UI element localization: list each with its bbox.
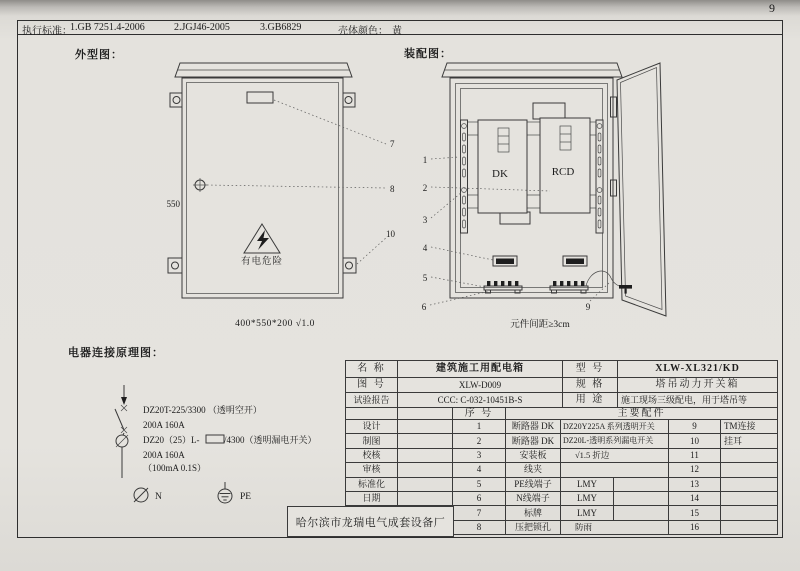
page-number: 9	[769, 1, 775, 15]
spec-value: 塔吊动力开关箱	[618, 378, 778, 393]
part-desc: √1.5 折边	[561, 448, 669, 462]
figure-label: 图 号	[346, 378, 398, 393]
dk-label: DK	[492, 168, 508, 180]
neutral-label: N	[155, 492, 162, 502]
schematic-line-1: DZ20T-225/3300 （透明空开）	[143, 405, 262, 415]
cabinet-door-open	[617, 63, 666, 316]
sign-label: 标准化	[346, 477, 398, 491]
schematic-line-4: 200A 160A	[143, 450, 185, 460]
name-value: 建筑施工用配电箱	[398, 361, 563, 378]
table-row	[346, 491, 778, 505]
part-desc: 防雨	[561, 520, 669, 534]
test-report-value: CCC: C-032-10451B-S	[398, 393, 563, 408]
standard-1: 1.GB 7251.4-2006	[70, 21, 145, 33]
empty-cell	[614, 491, 669, 505]
breaker-dk	[478, 120, 527, 213]
part-no: 6	[453, 491, 506, 505]
part-name: N线端子	[506, 491, 561, 505]
sign-label: 设计	[346, 420, 398, 434]
callout-9: 9	[585, 302, 591, 312]
main-parts-header: 主要配件	[506, 408, 778, 420]
part-desc: DZ20Y225A 系列透明开关	[561, 420, 669, 434]
assembly-drawing-title: 装配图：	[404, 48, 452, 60]
part-no2: 13	[669, 477, 721, 491]
manufacturer-name: 哈尔滨市龙瑞电气成套设备厂	[287, 506, 454, 537]
part-desc2	[721, 448, 778, 462]
schematic-line-5: （100mA 0.1S）	[143, 463, 207, 473]
shell-color-value: 黄	[392, 25, 402, 37]
height-dimension: 550	[166, 199, 180, 209]
part-no2: 10	[669, 434, 721, 448]
part-name: 线夹	[506, 463, 561, 477]
sign-field	[398, 420, 453, 434]
part-no: 5	[453, 477, 506, 491]
part-no2: 12	[669, 463, 721, 477]
part-no2: 11	[669, 448, 721, 462]
title-block-table	[345, 360, 778, 408]
part-no: 4	[453, 463, 506, 477]
part-desc: DZ20L-透明系列漏电开关	[561, 434, 669, 448]
callout-8: 8	[390, 184, 395, 194]
callout-1: 1	[422, 155, 428, 165]
part-desc2: TM连接	[721, 420, 778, 434]
serial-header: 序 号	[453, 408, 506, 420]
table-row	[346, 420, 778, 434]
figure-value: XLW-D009	[398, 378, 563, 393]
table-row	[346, 477, 778, 491]
sign-label: 制图	[346, 434, 398, 448]
assembly-cabinet-drawing	[400, 40, 700, 340]
sign-field	[398, 463, 453, 477]
sign-field	[398, 491, 453, 505]
part-no: 3	[453, 448, 506, 462]
part-name: 断路器 DK	[506, 434, 561, 448]
part-no2: 9	[669, 420, 721, 434]
use-value: 施工现场三级配电，用于塔吊等	[618, 393, 778, 408]
part-name: 断路器 DK	[506, 420, 561, 434]
spacing-note: 元件间距≥3cm	[510, 320, 570, 330]
table-row	[346, 448, 778, 462]
danger-label: 有电危险	[240, 257, 284, 267]
empty-cell	[346, 408, 398, 420]
standard-2: 2.JGJ46-2005	[174, 21, 230, 33]
part-no: 1	[453, 420, 506, 434]
schematic-title: 电器连接原理图：	[68, 347, 164, 359]
empty-cell	[614, 477, 669, 491]
callout-7: 7	[390, 139, 395, 149]
part-desc: LMY	[561, 491, 614, 505]
pe-label: PE	[240, 492, 252, 502]
size-note: 400*550*200 √1.0	[235, 319, 315, 329]
callout-6: 6	[421, 302, 427, 312]
model-label: 型 号	[563, 361, 618, 378]
outline-cabinet-drawing	[60, 40, 400, 340]
sign-label: 校核	[346, 448, 398, 462]
sign-label: 审核	[346, 463, 398, 477]
part-desc2	[721, 477, 778, 491]
slotted-rail-left	[461, 120, 468, 233]
top-connector-box	[533, 103, 565, 119]
part-desc2	[721, 463, 778, 477]
callout-3: 3	[422, 215, 428, 225]
sign-label: 日期	[346, 491, 398, 505]
callout-2: 2	[422, 183, 428, 193]
slotted-rail-right	[596, 120, 603, 233]
part-no2: 16	[669, 520, 721, 534]
part-no2: 14	[669, 491, 721, 505]
earth-pe-symbol	[218, 482, 232, 503]
sign-field	[398, 477, 453, 491]
table-row	[346, 434, 778, 448]
part-no: 7	[453, 506, 506, 520]
shell-color-label: 壳体颜色：	[338, 25, 388, 37]
neutral-symbol	[134, 488, 148, 502]
part-name: 压把锁孔	[506, 520, 561, 534]
name-label: 名 称	[346, 361, 398, 378]
empty-cell	[398, 408, 453, 420]
empty-cell	[614, 506, 669, 520]
standards-header	[18, 21, 782, 35]
sign-field	[398, 448, 453, 462]
part-desc: LMY	[561, 477, 614, 491]
part-desc	[561, 463, 669, 477]
part-desc: LMY	[561, 506, 614, 520]
schematic-line-3b: /4300（透明漏电开关）	[224, 435, 317, 445]
sign-field	[398, 434, 453, 448]
test-report-label: 试验报告	[346, 393, 398, 408]
part-desc2: 挂耳	[721, 434, 778, 448]
part-name: 标牌	[506, 506, 561, 520]
callout-10: 10	[386, 229, 395, 239]
blank-box-symbol	[206, 435, 224, 443]
part-no2: 15	[669, 506, 721, 520]
part-desc2	[721, 506, 778, 520]
outline-drawing-title: 外型图：	[75, 49, 123, 61]
bottom-connector-box	[500, 212, 530, 224]
exec-standard-label: 执行标准：	[22, 25, 72, 37]
part-desc2	[721, 520, 778, 534]
rcd-label: RCD	[551, 166, 575, 178]
schematic-line-3a: DZ20（25）L-	[143, 435, 200, 445]
model-value: XLW-XL321/KD	[618, 361, 778, 378]
callout-4: 4	[422, 243, 428, 253]
part-desc2	[721, 491, 778, 505]
callout-5: 5	[422, 273, 428, 283]
spec-label: 规 格	[563, 378, 618, 393]
breaker-symbol	[115, 385, 128, 478]
use-label: 用 途	[563, 393, 618, 408]
part-name: 安装板	[506, 448, 561, 462]
part-no: 8	[453, 520, 506, 534]
standard-3: 3.GB6829	[260, 21, 302, 33]
schematic-line-2: 200A 160A	[143, 420, 185, 430]
part-name: PE线端子	[506, 477, 561, 491]
table-row	[346, 463, 778, 477]
breaker-rcd	[540, 118, 590, 213]
part-no: 2	[453, 434, 506, 448]
